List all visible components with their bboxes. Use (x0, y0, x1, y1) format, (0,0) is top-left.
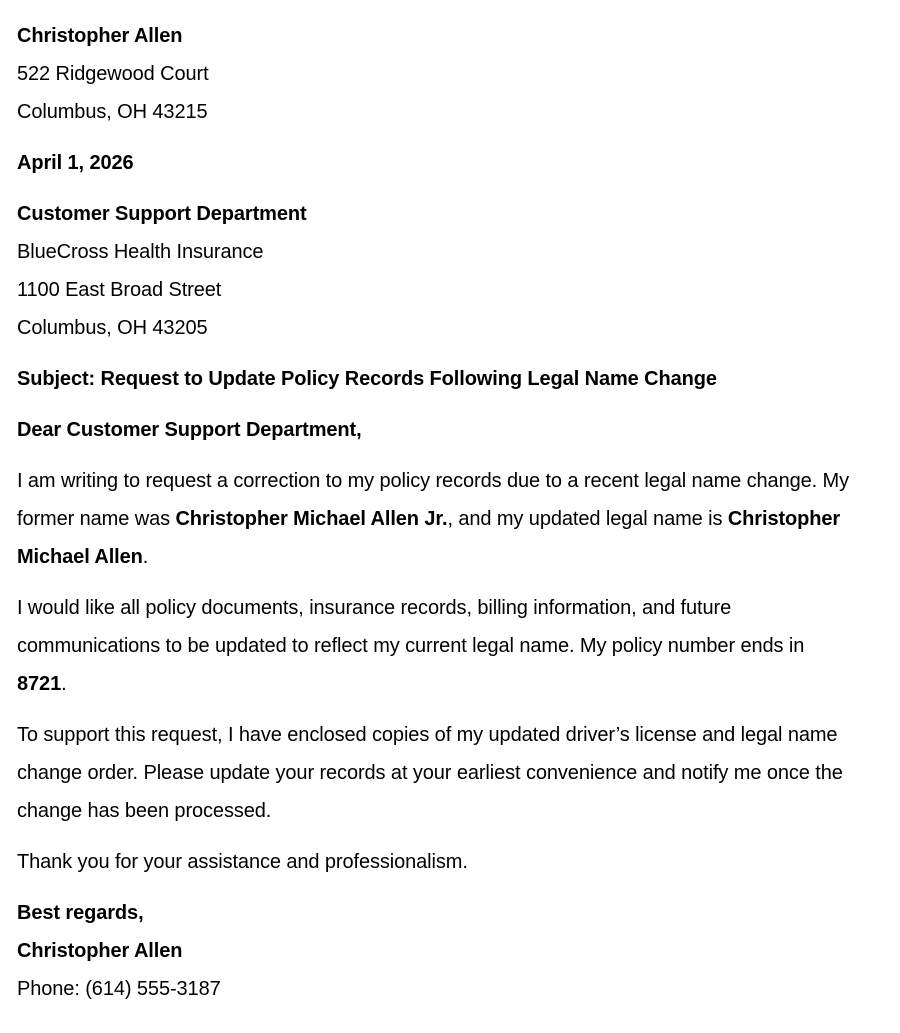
sender-address-block (17, 17, 852, 131)
recipient-department: Customer Support Department (17, 203, 307, 225)
subject-line: Subject: Request to Update Policy Records Following Legal Name Change (17, 368, 717, 390)
former-legal-name: Christopher Michael Allen Jr. (175, 508, 448, 530)
updated-legal-name: Christopher Michael Allen (17, 508, 841, 568)
body-paragraph-3: To support this request, I have enclosed copies of my updated driver’s license and legal name change order. Please update your records at your earliest convenience and notify me once the change has been processed. (17, 724, 843, 822)
paragraph-1-text-part-2: , and my updated legal name is (447, 508, 728, 530)
salutation: Dear Customer Support Department, (17, 419, 362, 441)
policy-number-suffix: 8721 (17, 673, 62, 695)
recipient-address-block (17, 195, 852, 347)
recipient-city-state-zip: Columbus, OH 43205 (17, 317, 208, 339)
sender-street: 522 Ridgewood Court (17, 63, 209, 85)
signature-name: Christopher Allen (17, 940, 183, 962)
body-paragraph-2 (17, 589, 852, 703)
body-paragraph-4: Thank you for your assistance and professionalism. (17, 851, 468, 873)
sender-name: Christopher Allen (17, 25, 183, 47)
subject-block (17, 360, 852, 398)
body-paragraph-1 (17, 462, 852, 576)
sign-off: Best regards, (17, 902, 144, 924)
paragraph-1-text-part-1: I am writing to request a correction to my policy records due to a recent legal name change. My former name was (17, 470, 850, 530)
recipient-street: 1100 East Broad Street (17, 279, 222, 301)
letter-body (17, 17, 852, 1008)
date-block (17, 144, 852, 182)
paragraph-2-text-part-2: . (61, 673, 67, 695)
sender-city-state-zip: Columbus, OH 43215 (17, 101, 208, 123)
recipient-company: BlueCross Health Insurance (17, 241, 264, 263)
sender-phone: Phone: (614) 555-3187 (17, 978, 221, 1000)
paragraph-1-text-part-3: . (142, 546, 149, 568)
closing-block (17, 894, 852, 1008)
paragraph-2-text-part-1: I would like all policy documents, insurance records, billing information, and future communications to be updated to reflect my current legal name. My policy number ends in (17, 597, 805, 657)
letter-date: April 1, 2026 (17, 152, 134, 174)
salutation-block (17, 411, 852, 449)
